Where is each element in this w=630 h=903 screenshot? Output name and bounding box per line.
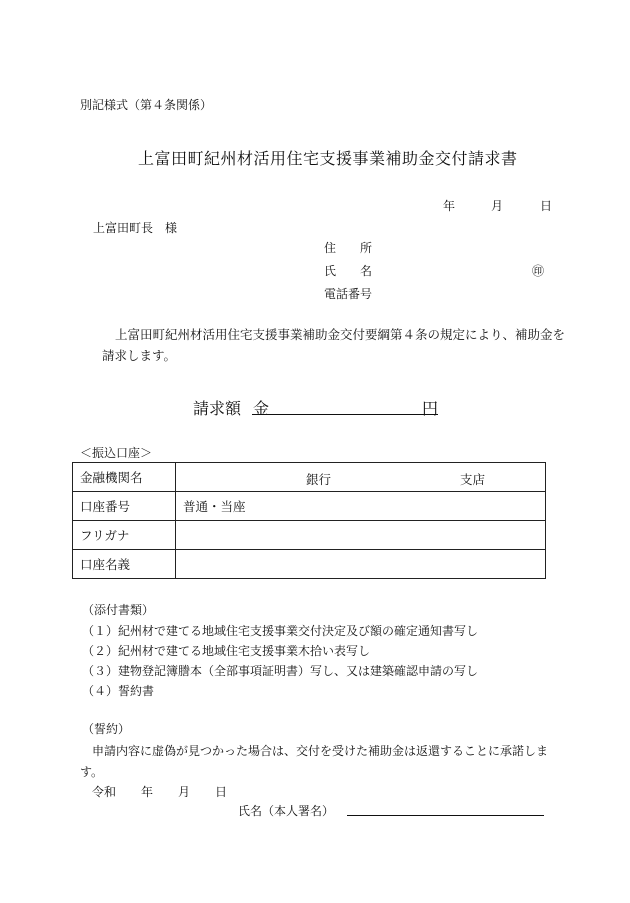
- signature-label: 氏名（本人署名）: [238, 804, 335, 818]
- pledge-text-line1: 申請内容に虚偽が見つかった場合は、交付を受けた補助金は返還することに承諾しま: [92, 744, 549, 758]
- form-reference: 別記様式（第４条関係）: [80, 98, 213, 112]
- attachment-item: （３）建物登記簿謄本（全部事項証明書）写し、又は建築確認申請の写し: [82, 664, 479, 678]
- bank-label: 銀行: [306, 472, 332, 487]
- claim-prefix: 金: [253, 399, 270, 418]
- claim-label: 請求額: [193, 399, 242, 418]
- table-row: [73, 492, 546, 521]
- body-text-line1: 上富田町紀州材活用住宅支援事業補助金交付要綱第４条の規定により、補助金を: [115, 327, 566, 342]
- table-row: [73, 550, 546, 579]
- pledge-date-day: 日: [215, 785, 228, 799]
- account-label-furigana: フリガナ: [73, 521, 176, 550]
- account-label-number: 口座番号: [73, 492, 176, 521]
- account-label-holder: 口座名義: [73, 550, 176, 579]
- account-value-bank[interactable]: [176, 463, 546, 492]
- claim-amount-underline[interactable]: [252, 414, 438, 415]
- table-row: [73, 463, 546, 492]
- attachment-item: （４）誓約書: [82, 684, 155, 698]
- branch-label: 支店: [459, 472, 485, 487]
- phone-label: 電話番号: [324, 287, 373, 301]
- table-row: [73, 521, 546, 550]
- account-table: [72, 462, 546, 579]
- address-label: 住 所: [324, 241, 373, 255]
- account-value-number[interactable]: 普通・当座: [176, 492, 546, 521]
- pledge-text-line2: す。: [80, 765, 104, 779]
- pledge-date-era: 令和: [92, 785, 117, 799]
- pledge-date-year: 年: [141, 785, 154, 799]
- date-month-label: 月: [491, 199, 504, 213]
- pledge-date-month: 月: [178, 785, 191, 799]
- date-year-label: 年: [443, 199, 456, 213]
- addressee: 上富田町長 様: [93, 221, 178, 235]
- body-text-line2: 請求します。: [102, 348, 177, 363]
- account-value-furigana[interactable]: [176, 521, 546, 550]
- attachments-heading: （添付書類）: [82, 603, 155, 617]
- attachment-item: （２）紀州材で建てる地域住宅支援事業木拾い表写し: [82, 644, 371, 658]
- claim-suffix: 円: [422, 399, 439, 418]
- name-label: 氏 名: [324, 264, 373, 278]
- account-section-label: ＜振込口座＞: [80, 446, 153, 460]
- date-day-label: 日: [540, 199, 553, 213]
- attachment-item: （１）紀州材で建てる地域住宅支援事業交付決定及び額の確定通知書写し: [82, 624, 479, 638]
- account-label-bank: 金融機関名: [73, 463, 176, 492]
- document-title: 上富田町紀州材活用住宅支援事業補助金交付請求書: [138, 149, 518, 168]
- account-value-holder[interactable]: [176, 550, 546, 579]
- pledge-heading: （誓約）: [82, 722, 131, 736]
- signature-line[interactable]: [347, 815, 544, 816]
- seal-mark: ㊞: [532, 264, 545, 278]
